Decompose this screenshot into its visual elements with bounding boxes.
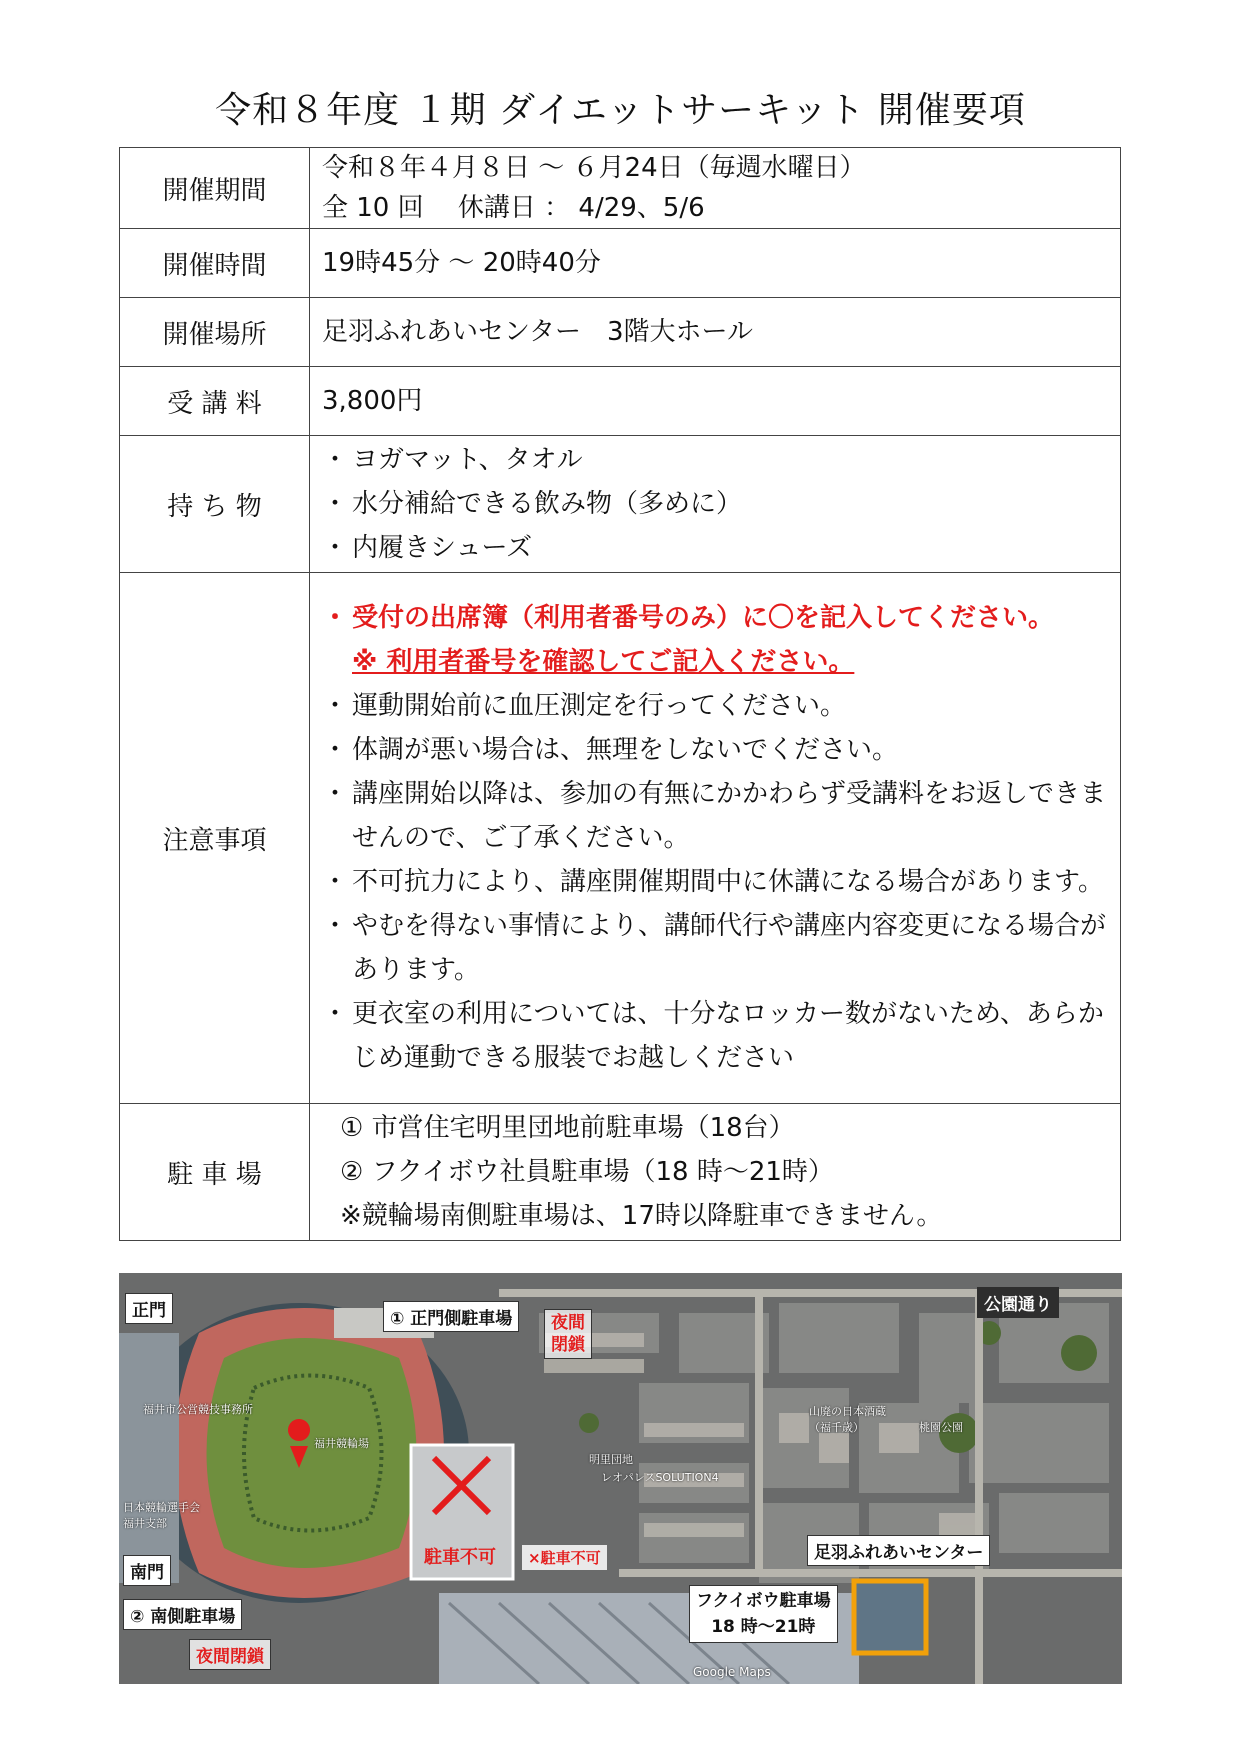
list-item: ・ やむを得ない事情により、講師代行や講座内容変更になる場合があります。	[322, 911, 1107, 985]
label-fureai-center: 足羽ふれあいセンター	[807, 1535, 990, 1566]
list-item: ・ 講座開始以降は、参加の有無にかかわらず受講料をお返しできませんので、ご了承ください。	[322, 779, 1107, 853]
value-fee: 3,800円	[310, 367, 1121, 436]
label-parking: 駐 車 場	[120, 1104, 310, 1241]
parking-map	[119, 1273, 1122, 1684]
label-place: 開催場所	[120, 298, 310, 367]
notice-red: ・ 受付の出席簿（利用者番号のみ）に〇を記入してください。	[322, 603, 1055, 633]
info-table	[119, 147, 1121, 1241]
label-seimon: 正門	[125, 1293, 173, 1324]
list-item: ・ 水分補給できる飲み物（多めに）	[322, 489, 743, 519]
map-text-sake: 山廃の日本酒蔵（福千歳）	[809, 1405, 886, 1434]
label-night-closed-bottom: 夜間閉鎖	[189, 1639, 271, 1670]
row-time	[120, 229, 1121, 298]
row-fee	[120, 367, 1121, 436]
map-text-keirinjo: 福井競輪場	[314, 1437, 369, 1450]
label-south-parking: ② 南側駐車場	[123, 1599, 242, 1630]
list-item: ・ 運動開始前に血圧測定を行ってください。	[322, 691, 847, 721]
label-fee: 受 講 料	[120, 367, 310, 436]
period-dates: 令和８年４月８日 ～ ６月24日（毎週水曜日）	[322, 153, 866, 183]
map-text-park: 桃園公園	[919, 1421, 963, 1434]
parking-line3: ※競輪場南側駐車場は、17時以降駐車できません。	[340, 1201, 943, 1231]
map-text-senshu: 日本競輪選手会 福井支部	[123, 1501, 200, 1530]
list-item: ・ 更衣室の利用については、十分なロッカー数がないため、あらかじめ運動できる服装でお越しください	[322, 999, 1104, 1073]
row-parking	[120, 1104, 1121, 1241]
label-period: 開催期間	[120, 148, 310, 229]
parking-line1: ① 市営住宅明里団地前駐車場（18台）	[340, 1113, 795, 1143]
notice-red-sub: ※ 利用者番号を確認してご記入ください。	[352, 647, 855, 677]
map-text-leopalace: レオパレスSOLUTION4	[601, 1471, 719, 1484]
row-period	[120, 148, 1121, 229]
label-no-parking-big: 駐車不可	[424, 1547, 496, 1568]
page-title: 令和８年度 １期 ダイエットサーキット 開催要項	[215, 90, 1026, 131]
label-seimon-parking: ① 正門側駐車場	[383, 1301, 519, 1332]
list-item: ・ 内履きシューズ	[322, 533, 533, 563]
map-text-google: Google Maps	[693, 1665, 771, 1679]
fukuibo-parking-hours: 18 時～21時	[711, 1617, 816, 1637]
row-items	[120, 436, 1121, 573]
label-items: 持 ち 物	[120, 436, 310, 573]
label-time: 開催時間	[120, 229, 310, 298]
value-place: 足羽ふれあいセンター 3階大ホール	[310, 298, 1121, 367]
row-notes	[120, 573, 1121, 1104]
label-notes: 注意事項	[120, 573, 310, 1104]
row-place	[120, 298, 1121, 367]
label-nanmon: 南門	[123, 1555, 171, 1586]
list-item: ・ 体調が悪い場合は、無理をしないでください。	[322, 735, 899, 765]
map-text-jimusho: 福井市公営競技事務所	[143, 1403, 253, 1416]
label-fukuibo-parking	[689, 1585, 838, 1643]
value-time: 19時45分 ～ 20時40分	[310, 229, 1121, 298]
list-item: ・ 不可抗力により、講座開催期間中に休講になる場合があります。	[322, 867, 1104, 897]
fukuibo-parking-name: フクイボウ駐車場	[696, 1591, 831, 1611]
list-item: ・ ヨガマット、タオル	[322, 445, 583, 475]
label-koen-dori: 公園通り	[977, 1287, 1059, 1318]
label-no-parking-small: ×駐車不可	[522, 1545, 607, 1570]
period-count: 全 10 回 休講日 ： 4/29、5/6	[322, 193, 705, 223]
label-night-closed-top: 夜間 閉鎖	[544, 1309, 592, 1359]
map-text-akari: 明里団地	[589, 1453, 633, 1466]
parking-line2: ② フクイボウ社員駐車場（18 時～21時）	[340, 1157, 834, 1187]
